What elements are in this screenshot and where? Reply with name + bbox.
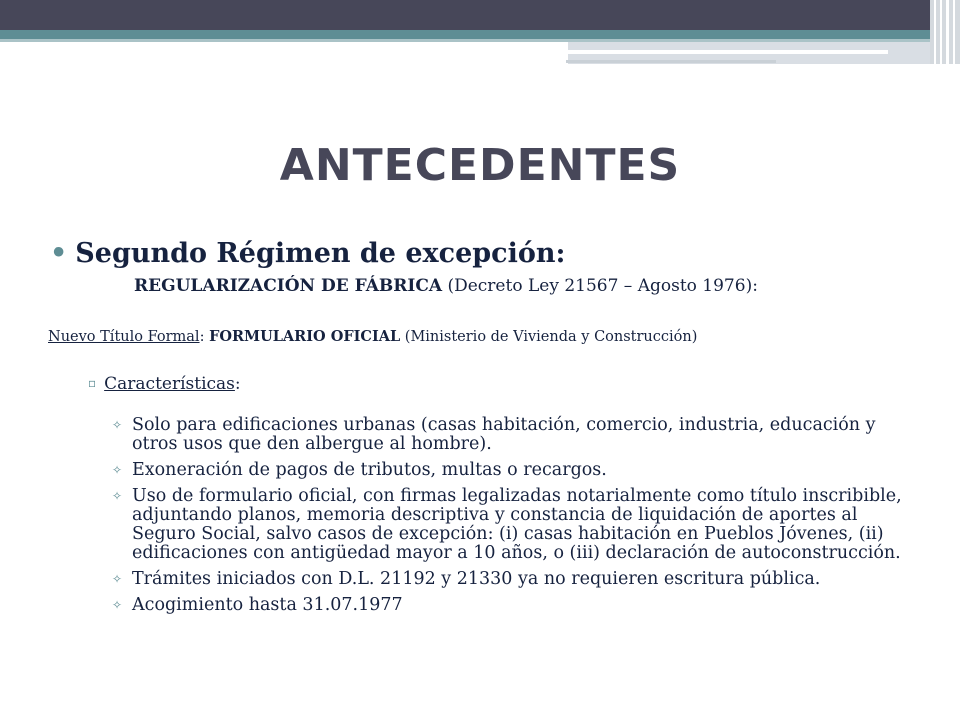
header-decoration-line-short — [566, 60, 776, 63]
list-item-text: Exoneración de pagos de tributos, multas o recargos. — [132, 460, 607, 480]
list-item — [110, 487, 910, 563]
list-item-text: Solo para edificaciones urbanas (casas habitación, comercio, industria, educación y otros usos que den albergue al hombre). — [132, 415, 876, 454]
header-decoration-line — [566, 50, 888, 54]
list-item-text: Trámites iniciados con D.L. 21192 y 21330 ya no requieren escritura pública. — [132, 569, 821, 589]
nuevo-titulo-value: FORMULARIO OFICIAL — [209, 328, 401, 345]
list-item — [110, 416, 910, 454]
square-bullet-icon: ▫ — [88, 376, 97, 390]
header-side-bars — [930, 0, 960, 64]
header-band — [0, 0, 960, 30]
star-bullet-icon: ✧ — [112, 418, 123, 432]
regularizacion-title: REGULARIZACIÓN DE FÁBRICA — [134, 276, 443, 296]
side-bar-stripe — [946, 0, 949, 64]
nuevo-titulo-ministry: (Ministerio de Vivienda y Construcción) — [400, 329, 698, 345]
bullet-dot-icon: • — [50, 238, 68, 269]
regularizacion-decree: (Decreto Ley 21567 – Agosto 1976): — [442, 276, 758, 296]
star-bullet-icon: ✧ — [112, 463, 123, 477]
main-bullet-colon: : — [555, 238, 566, 269]
nuevo-titulo-colon: : — [199, 329, 210, 345]
star-bullet-icon: ✧ — [112, 489, 123, 503]
header-accent-line — [0, 30, 930, 39]
caracteristicas-heading — [88, 374, 241, 394]
list-item — [110, 461, 910, 480]
main-bullet — [50, 238, 565, 269]
slide-title: ANTECEDENTES — [279, 140, 681, 191]
caracteristicas-list — [110, 416, 910, 622]
star-bullet-icon: ✧ — [112, 598, 123, 612]
nuevo-titulo-label: Nuevo Título Formal — [48, 329, 200, 345]
nuevo-titulo-line — [48, 328, 697, 345]
list-item — [110, 570, 910, 589]
main-bullet-text: Segundo Régimen de excepción — [75, 238, 556, 269]
side-bar-stripe — [953, 0, 955, 64]
star-bullet-icon: ✧ — [112, 572, 123, 586]
list-item-text: Uso de formulario oficial, con firmas legalizadas notarialmente como título inscribible, adjuntando planos, memoria descriptiva y constancia de liquidación de aportes al Seguro Social, salvo casos de excepción: (i) casas habitación en Pueblos Jóvenes, (ii) edificaciones con antigüedad mayor a 10 años, o (iii) declaración de autoconstrucción. — [132, 486, 902, 563]
caracteristicas-colon: : — [234, 374, 241, 394]
side-bar-stripe — [934, 0, 936, 64]
list-item — [110, 596, 910, 615]
caracteristicas-label: Características — [104, 374, 235, 394]
list-item-text: Acogimiento hasta 31.07.1977 — [132, 595, 403, 615]
regularizacion-line — [134, 276, 758, 296]
side-bar-stripe — [940, 0, 942, 64]
